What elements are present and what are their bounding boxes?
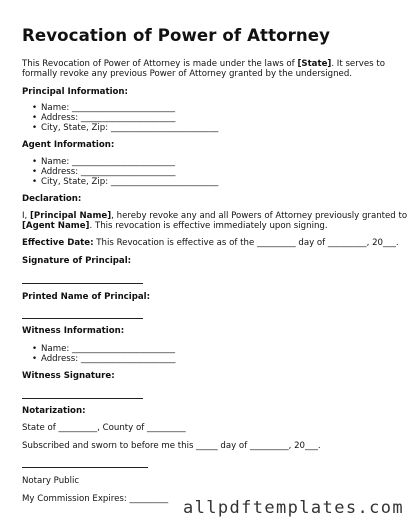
bullet-icon: • — [32, 344, 38, 354]
intro-line-2: formally revoke any previous Power of Attorney granted by the undersigned. — [22, 69, 353, 79]
agent-address-field: Address: ______________________ — [41, 167, 176, 177]
signature-principal-heading: Signature of Principal: — [22, 256, 132, 266]
witness-address-item — [32, 354, 175, 364]
effective-date-text: This Revocation is effective as of the _________ day of _________, 20___. — [93, 238, 399, 248]
principal-name-placeholder: [Principal Name] — [30, 211, 112, 221]
witness-info-heading: Witness Information: — [22, 326, 125, 336]
effective-date-line — [22, 238, 399, 249]
printed-name-line — [22, 318, 143, 319]
principal-info-heading: Principal Information: — [22, 87, 128, 97]
agent-name-placeholder: [Agent Name] — [22, 221, 90, 231]
intro-line-1-pre: This Revocation of Power of Attorney is made under the laws of — [22, 59, 298, 69]
principal-name-item — [32, 103, 175, 113]
principal-city-item — [32, 123, 218, 133]
bullet-icon: • — [32, 103, 38, 113]
notary-state-line: State of _________, County of _________ — [22, 423, 186, 433]
declaration-l1-pre: I, — [22, 211, 30, 221]
agent-info-heading: Agent Information: — [22, 140, 115, 150]
printed-name-heading: Printed Name of Principal: — [22, 292, 151, 302]
bullet-icon: • — [32, 123, 38, 133]
document-title: Revocation of Power of Attorney — [22, 26, 331, 45]
commission-expires-line: My Commission Expires: _________ — [22, 494, 169, 504]
bullet-icon: • — [32, 113, 38, 123]
agent-name-field: Name: ________________________ — [41, 157, 176, 167]
witness-address-field: Address: ______________________ — [41, 354, 176, 364]
agent-city-field: City, State, Zip: _________________________ — [41, 177, 219, 187]
principal-address-field: Address: ______________________ — [41, 113, 176, 123]
notary-signature-line — [22, 467, 148, 468]
notarization-heading: Notarization: — [22, 406, 86, 416]
agent-address-item — [32, 167, 175, 177]
agent-name-item — [32, 157, 175, 167]
witness-signature-heading: Witness Signature: — [22, 371, 115, 381]
principal-address-item — [32, 113, 175, 123]
principal-city-field: City, State, Zip: _________________________ — [41, 123, 219, 133]
intro-state-placeholder: [State] — [297, 59, 332, 69]
watermark: allpdftemplates.com — [182, 498, 404, 518]
declaration-heading: Declaration: — [22, 194, 82, 204]
agent-city-item — [32, 177, 218, 187]
bullet-icon: • — [32, 167, 38, 177]
declaration-l1-post: , hereby revoke any and all Powers of Attorney previously granted to — [111, 211, 408, 221]
bullet-icon: • — [32, 354, 38, 364]
witness-name-item — [32, 344, 175, 354]
bullet-icon: • — [32, 157, 38, 167]
declaration-l2-post: . This revocation is effective immediately upon signing. — [89, 221, 328, 231]
witness-name-field: Name: ________________________ — [41, 344, 176, 354]
effective-date-label: Effective Date: — [22, 238, 94, 248]
witness-signature-line — [22, 398, 143, 399]
principal-name-field: Name: ________________________ — [41, 103, 176, 113]
declaration-line-2 — [22, 221, 328, 232]
intro-line-1-post: . It serves to — [331, 59, 385, 69]
notary-public-label: Notary Public — [22, 476, 80, 486]
principal-signature-line — [22, 283, 143, 284]
bullet-icon: • — [32, 177, 38, 187]
notary-sworn-line: Subscribed and sworn to before me this _____ day of _________, 20___. — [22, 441, 321, 451]
